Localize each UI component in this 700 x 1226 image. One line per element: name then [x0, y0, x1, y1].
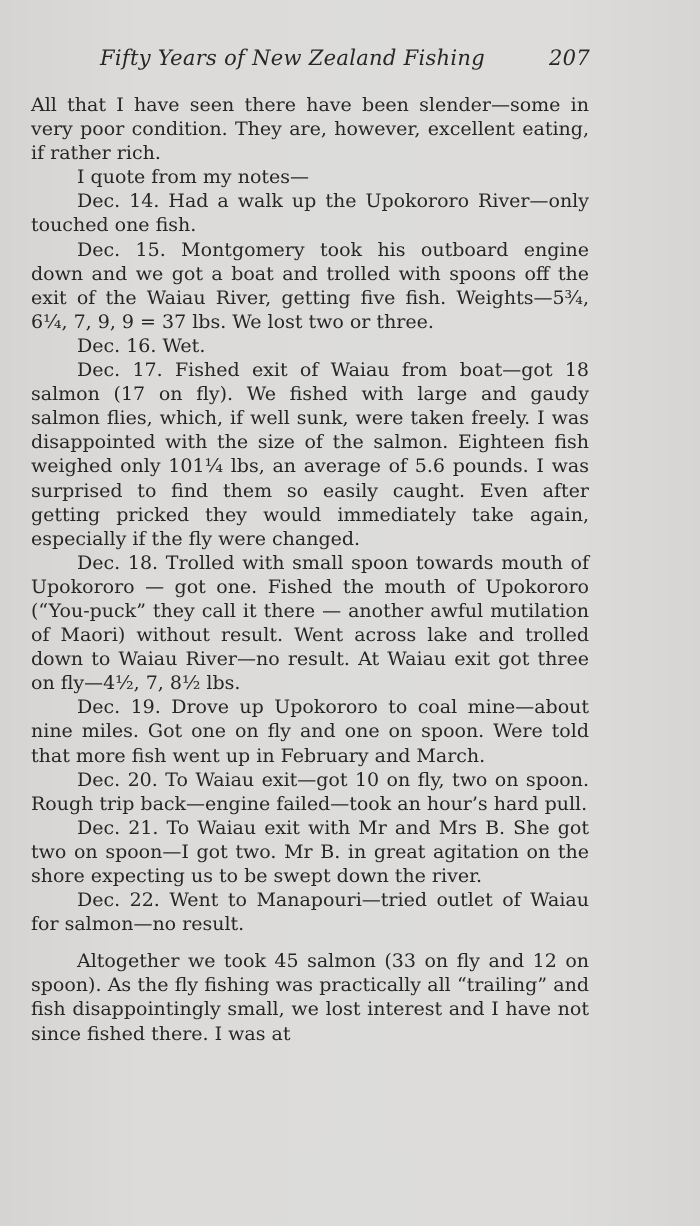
diary-entry: Dec. 16. Wet. [77, 334, 206, 357]
diary-entry: Dec. 17. Fished exit of Waiau from boat—got 18 salmon (17 on fly). We fished with large and gaudy salmon flies, which, if well sunk, were taken freely. I was disappointed with the size of the salmon. Eighteen fish weighed only 101¼ lbs, an average of 5.6 pounds. I was surprised to find them so easily caught. Even after getting pricked they would immediately take again, especially if the fly were changed. [31, 359, 589, 550]
paragraph: I quote from my notes— [77, 166, 310, 189]
body-text [31, 93, 589, 1046]
diary-entry: Dec. 19. Drove up Upokororo to coal mine—about nine miles. Got one on fly and one on spoon. Were told that more fish went up in February and March. [31, 696, 589, 767]
running-header [100, 46, 590, 76]
diary-entry: Dec. 18. Trolled with small spoon towards mouth of Upokororo — got one. Fished the mouth of Upokororo (“You-puck” they call it there — another awful mutilation of Maori) without result. Went across lake and trolled down to Waiau River—no result. At Waiau exit got three on fly—4½, 7, 8½ lbs. [31, 551, 589, 695]
paragraph: All that I have seen there have been slender—some in very poor condition. They are, however, excellent eating, if rather rich. [31, 94, 589, 165]
diary-entry: Dec. 14. Had a walk up the Upokororo River—only touched one fish. [31, 190, 589, 237]
diary-entry: Dec. 22. Went to Manapouri—tried outlet of Waiau for salmon—no result. [31, 889, 589, 936]
diary-entry: Dec. 15. Montgomery took his outboard engine down and we got a boat and trolled with spoons off the exit of the Waiau River, getting five fish. Weights—5¾, 6¼, 7, 9, 9 = 37 lbs. We lost two or three. [31, 238, 589, 333]
page-number: 207 [549, 46, 590, 70]
paragraph: Altogether we took 45 salmon (33 on fly and 12 on spoon). As the fly fishing was practically all “trailing” and fish disappointingly small, we lost interest and I have not since fished there. I was at [31, 950, 589, 1045]
running-title: Fifty Years of New Zealand Fishing [100, 46, 485, 70]
diary-entry: Dec. 21. To Waiau exit with Mr and Mrs B. She got two on spoon—I got two. Mr B. in great agitation on the shore expecting us to be swept down the river. [31, 816, 589, 887]
diary-entry: Dec. 20. To Waiau exit—got 10 on fly, two on spoon. Rough trip back—engine failed—took an hour’s hard pull. [31, 768, 589, 815]
